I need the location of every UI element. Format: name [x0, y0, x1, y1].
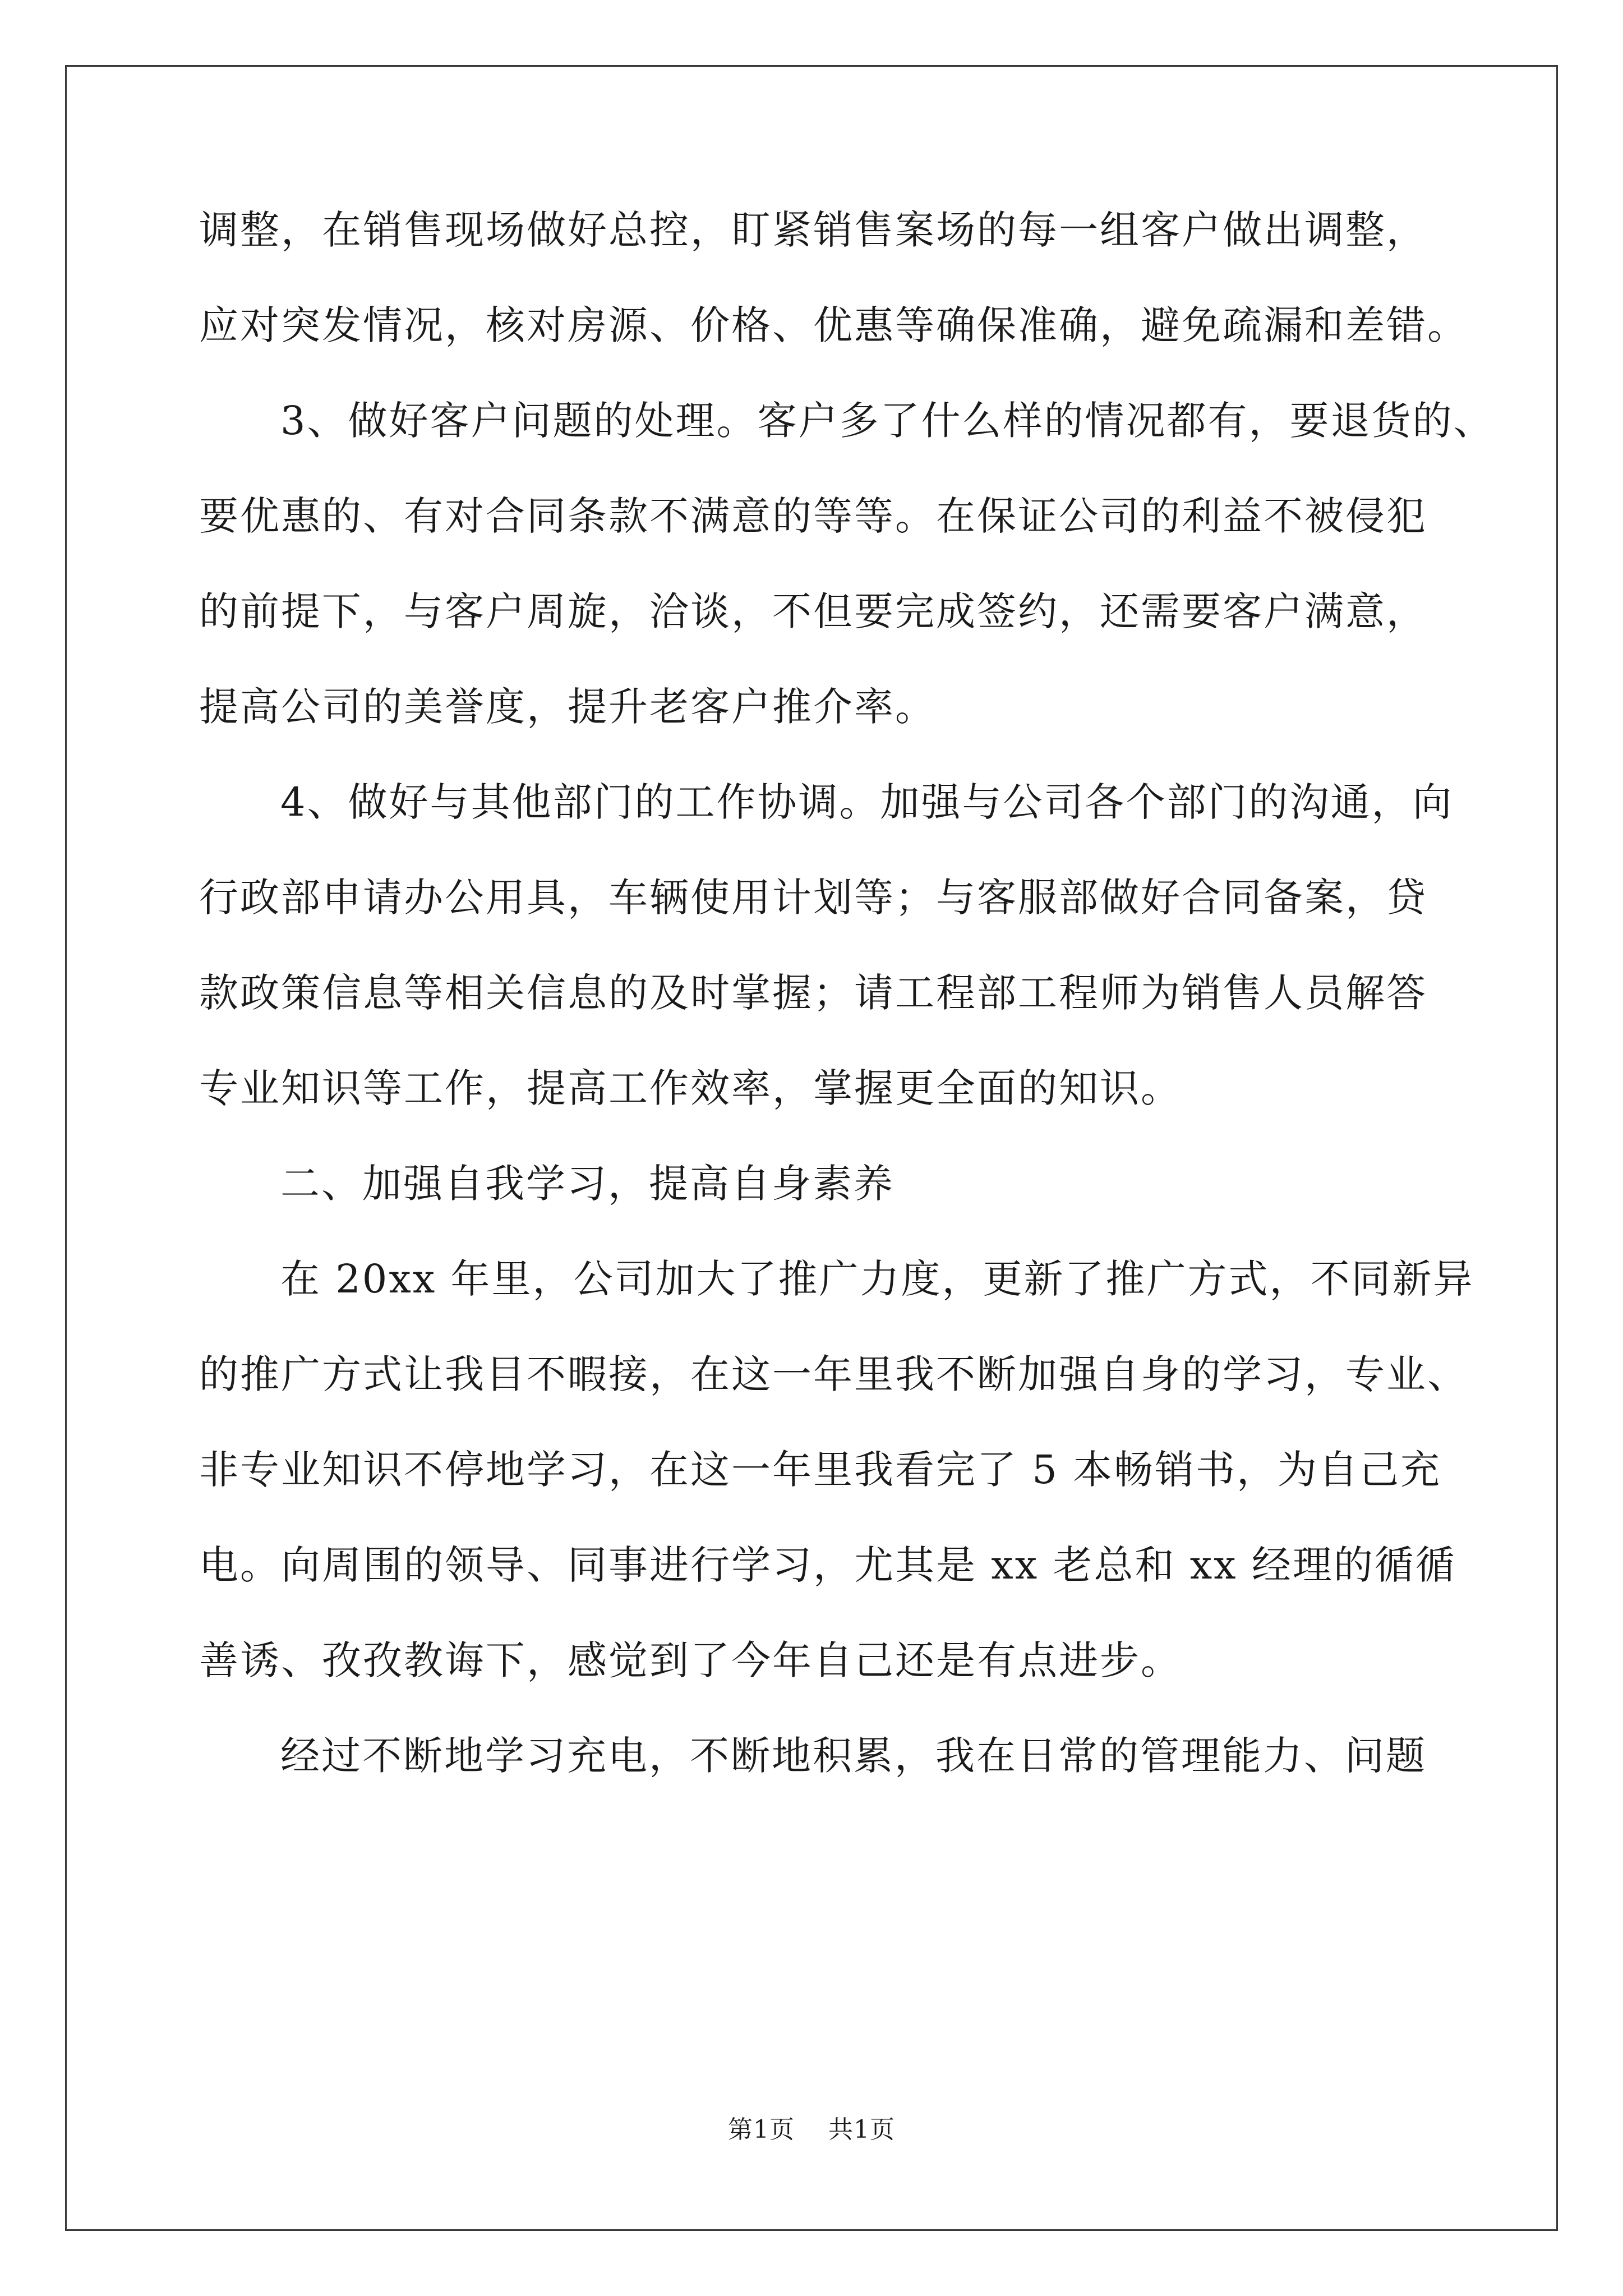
text-line: 款政策信息等相关信息的及时掌握；请工程部工程师为销售人员解答 — [199, 970, 1427, 1016]
text-line: 要优惠的、有对合同条款不满意的等等。在保证公司的利益不被侵犯 — [199, 493, 1427, 539]
text-line: 行政部申请办公用具，车辆使用计划等；与客服部做好合同备案，贷 — [199, 875, 1427, 921]
page-total: 共1页 — [828, 2115, 895, 2144]
paragraph-start-line: 经过不断地学习充电，不断地积累，我在日常的管理能力、问题 — [280, 1733, 1427, 1779]
paragraph-start-line: 在 20xx 年里，公司加大了推广力度，更新了推广方式，不同新异 — [280, 1256, 1474, 1302]
text-line: 善诱、孜孜教诲下，感觉到了今年自己还是有点进步。 — [199, 1637, 1182, 1683]
text-line: 电。向周围的领导、同事进行学习，尤其是 xx 老总和 xx 经理的循循 — [199, 1542, 1456, 1588]
page-number: 第1页 — [728, 2115, 795, 2144]
text-line: 提高公司的美誉度，提升老客户推介率。 — [199, 684, 936, 730]
section-heading: 二、加强自我学习，提高自身素养 — [280, 1161, 895, 1207]
text-line: 应对突发情况，核对房源、价格、优惠等确保准确，避免疏漏和差错。 — [199, 302, 1468, 348]
text-line: 的前提下，与客户周旋，洽谈，不但要完成签约，还需要客户满意， — [199, 588, 1427, 634]
page-border — [65, 65, 1558, 2231]
text-line: 专业知识等工作，提高工作效率，掌握更全面的知识。 — [199, 1065, 1182, 1111]
text-line: 调整，在销售现场做好总控，盯紧销售案场的每一组客户做出调整， — [199, 207, 1427, 253]
text-line: 的推广方式让我目不暇接，在这一年里我不断加强自身的学习，专业、 — [199, 1351, 1468, 1397]
paragraph-start-line: 4、做好与其他部门的工作协调。加强与公司各个部门的沟通，向 — [280, 779, 1454, 825]
paragraph-start-line: 3、做好客户问题的处理。客户多了什么样的情况都有，要退货的、 — [280, 398, 1495, 444]
text-line: 非专业知识不停地学习，在这一年里我看完了 5 本畅销书，为自己充 — [199, 1447, 1442, 1493]
page-footer — [0, 2115, 1623, 2144]
